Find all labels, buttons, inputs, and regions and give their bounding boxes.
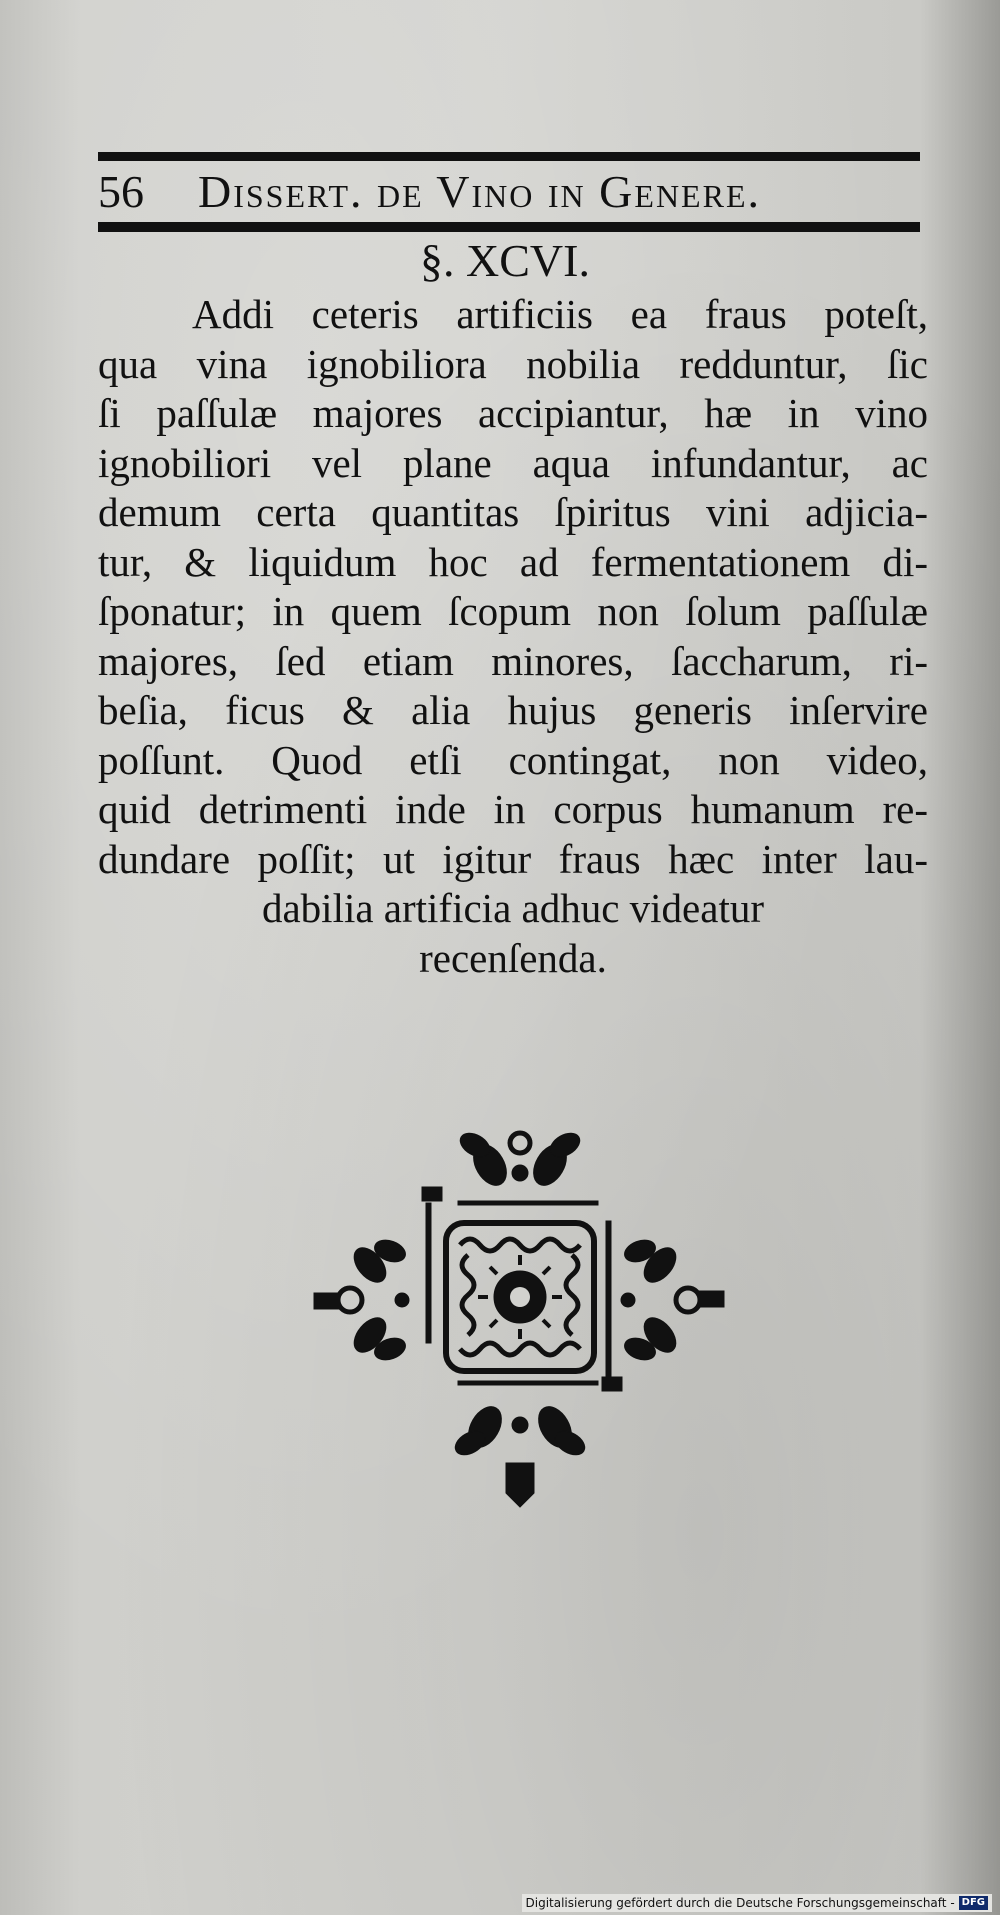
text-line: recenſenda. [419, 934, 607, 981]
text-line: poſſunt. Quod etſi contingat, non video, [98, 736, 928, 783]
text-line: dundare poſſit; ut igitur fraus hæc inter lau- [98, 835, 928, 882]
text-line: majores, ſed etiam minores, ſaccharum, ri- [98, 637, 928, 684]
text-line: qua vina ignobiliora nobilia redduntur, ſic [98, 340, 928, 387]
top-leaf-cluster [456, 1128, 584, 1191]
header-top-rule [98, 152, 920, 161]
text-line: Addi ceteris artificiis ea fraus poteſt, [192, 291, 928, 337]
text-line: quid detrimenti inde in corpus humanum re- [98, 786, 928, 832]
text-line: demum certa quantitas ſpiritus vini adjicia- [98, 489, 928, 535]
page-number: 56 [98, 166, 144, 217]
text-line: ignobiliori vel plane aqua infundantur, ac [98, 439, 928, 486]
digitization-credit [522, 1894, 993, 1912]
header-bottom-rule [98, 222, 920, 232]
running-head: Dissert. de Vino in Genere. [198, 166, 761, 217]
credit-text: Digitalisierung gefördert durch die Deutsche Forschungsgemeinschaft - [525, 1896, 955, 1910]
text-line: beſia, ficus & alia hujus generis inſervire [98, 687, 928, 733]
page-header [98, 164, 920, 220]
text-line: tur, & liquidum hoc ad fermentationem di- [98, 538, 928, 585]
text-line: ſi paſſulæ majores accipiantur, hæ in vino [98, 390, 928, 436]
section-title: §. XCVI. [420, 235, 590, 286]
text-line: ſponatur; in quem ſcopum non ſolum paſſulæ [98, 588, 928, 634]
dfg-logo: DFG [959, 1896, 988, 1910]
paragraph [98, 290, 928, 983]
text-line: dabilia artificia adhuc videatur [261, 885, 764, 931]
fleuron-ornament-icon [310, 1125, 730, 1515]
